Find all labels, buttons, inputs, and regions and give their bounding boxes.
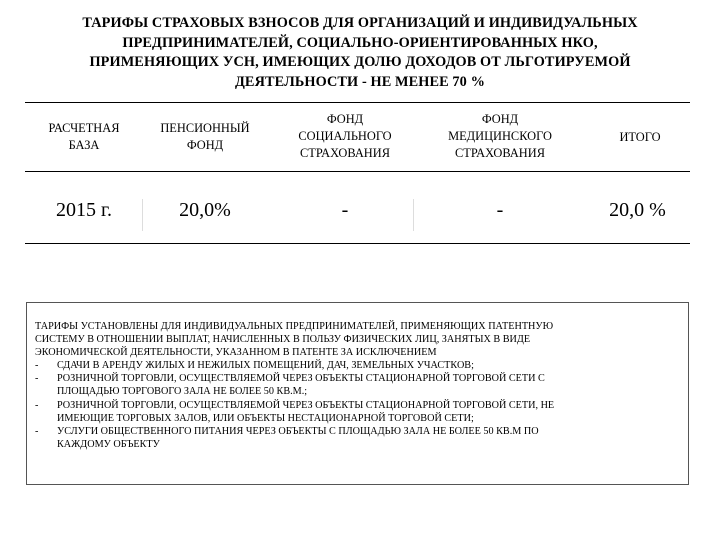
header-line: ФОНД <box>186 138 224 152</box>
list-item-text: УСЛУГИ ОБЩЕСТВЕННОГО ПИТАНИЯ ЧЕРЕЗ ОБЪЕКТЫ С ПЛОЩАДЬЮ ЗАЛА НЕ БОЛЕЕ 50 КВ.М ПО <box>57 425 539 437</box>
list-item <box>35 399 680 425</box>
list-item <box>35 372 680 398</box>
header-line: СТРАХОВАНИЯ <box>300 145 390 160</box>
header-line: БАЗА <box>68 138 100 152</box>
list-item-text: ИМЕЮЩИЕ ТОРГОВЫХ ЗАЛОВ, ИЛИ ОБЪЕКТЫ НЕСТАЦИОНАРНОЙ ТОРГОВОЙ СЕТИ; <box>57 412 474 424</box>
note-intro-line: СИСТЕМУ В ОТНОШЕНИИ ВЫПЛАТ, НАЧИСЛЕННЫХ В ПОЛЬЗУ ФИЗИЧЕСКИХ ЛИЦ, ЗАНЯТЫХ В ВИДЕ <box>35 334 531 346</box>
header-line: ФОНД <box>326 111 364 126</box>
cell-medical-rate: - <box>496 198 504 221</box>
table-rule-top <box>25 102 690 103</box>
bullet-dash: - <box>35 425 39 437</box>
list-item-text: РОЗНИЧНОЙ ТОРГОВЛИ, ОСУЩЕСТВЛЯЕМОЙ ЧЕРЕЗ ОБЪЕКТЫ СТАЦИОНАРНОЙ ТОРГОВОЙ СЕТИ, НЕ <box>57 399 555 411</box>
header-calc-base <box>28 110 140 164</box>
cell-pension-rate: 20,0% <box>179 198 231 221</box>
note-intro <box>35 320 680 359</box>
table-rule-bottom <box>25 243 690 244</box>
header-social-insurance-fund <box>275 106 415 166</box>
note-intro-line: ТАРИФЫ УСТАНОВЛЕНЫ ДЛЯ ИНДИВИДУАЛЬНЫХ ПРЕДПРИНИМАТЕЛЕЙ, ПРИМЕНЯЮЩИХ ПАТЕНТНУЮ <box>35 321 554 332</box>
header-line: СТРАХОВАНИЯ <box>455 145 545 160</box>
header-pension-fund <box>145 110 265 164</box>
title-line-4: ДЕЯТЕЛЬНОСТИ - НЕ МЕНЕЕ 70 % <box>235 73 485 90</box>
table-divider <box>142 199 143 231</box>
list-item <box>35 425 680 451</box>
list-item-text: ПЛОЩАДЬЮ ТОРГОВОГО ЗАЛА НЕ БОЛЕЕ 50 КВ.М.; <box>57 386 308 398</box>
bullet-dash: - <box>35 373 39 385</box>
header-line: СОЦИАЛЬНОГО <box>298 128 392 143</box>
header-line: ПЕНСИОННЫЙ <box>160 121 250 135</box>
header-total <box>590 110 690 164</box>
cell-social-rate: - <box>341 198 349 221</box>
header-line: МЕДИЦИНСКОГО <box>448 128 552 143</box>
note-box <box>26 302 689 485</box>
list-item-text: РОЗНИЧНОЙ ТОРГОВЛИ, ОСУЩЕСТВЛЯЕМОЙ ЧЕРЕЗ ОБЪЕКТЫ СТАЦИОНАРНОЙ ТОРГОВОЙ СЕТИ С <box>57 373 545 385</box>
header-medical-insurance-fund <box>425 106 575 166</box>
title-line-3: ПРИМЕНЯЮЩИХ УСН, ИМЕЮЩИХ ДОЛЮ ДОХОДОВ ОТ ЛЬГОТИРУЕМОЙ <box>89 54 631 70</box>
header-line: ФОНД <box>481 111 519 126</box>
note-intro-line: ЭКОНОМИЧЕСКОЙ ДЕЯТЕЛЬНОСТИ, УКАЗАННОМ В ПАТЕНТЕ ЗА ИСКЛЮЧЕНИЕМ <box>35 347 437 359</box>
list-item-text: СДАЧИ В АРЕНДУ ЖИЛЫХ И НЕЖИЛЫХ ПОМЕЩЕНИЙ, ДАЧ, ЗЕМЕЛЬНЫХ УЧАСТКОВ; <box>57 360 474 372</box>
page-title <box>30 14 690 92</box>
cell-year: 2015 г. <box>56 198 112 221</box>
table-rule-mid <box>25 171 690 172</box>
list-item <box>35 359 680 372</box>
bullet-dash: - <box>35 360 39 372</box>
header-line: ИТОГО <box>619 129 661 144</box>
title-line-2: ПРЕДПРИНИМАТЕЛЕЙ, СОЦИАЛЬНО-ОРИЕНТИРОВАННЫХ НКО, <box>122 34 598 51</box>
list-item-text: КАЖДОМУ ОБЪЕКТУ <box>57 438 160 450</box>
header-line: РАСЧЕТНАЯ <box>48 121 120 135</box>
bullet-dash: - <box>35 399 39 411</box>
title-line-1: ТАРИФЫ СТРАХОВЫХ ВЗНОСОВ ДЛЯ ОРГАНИЗАЦИЙ И ИНДИВИДУАЛЬНЫХ <box>82 15 638 31</box>
cell-total-rate: 20,0 % <box>609 198 666 221</box>
